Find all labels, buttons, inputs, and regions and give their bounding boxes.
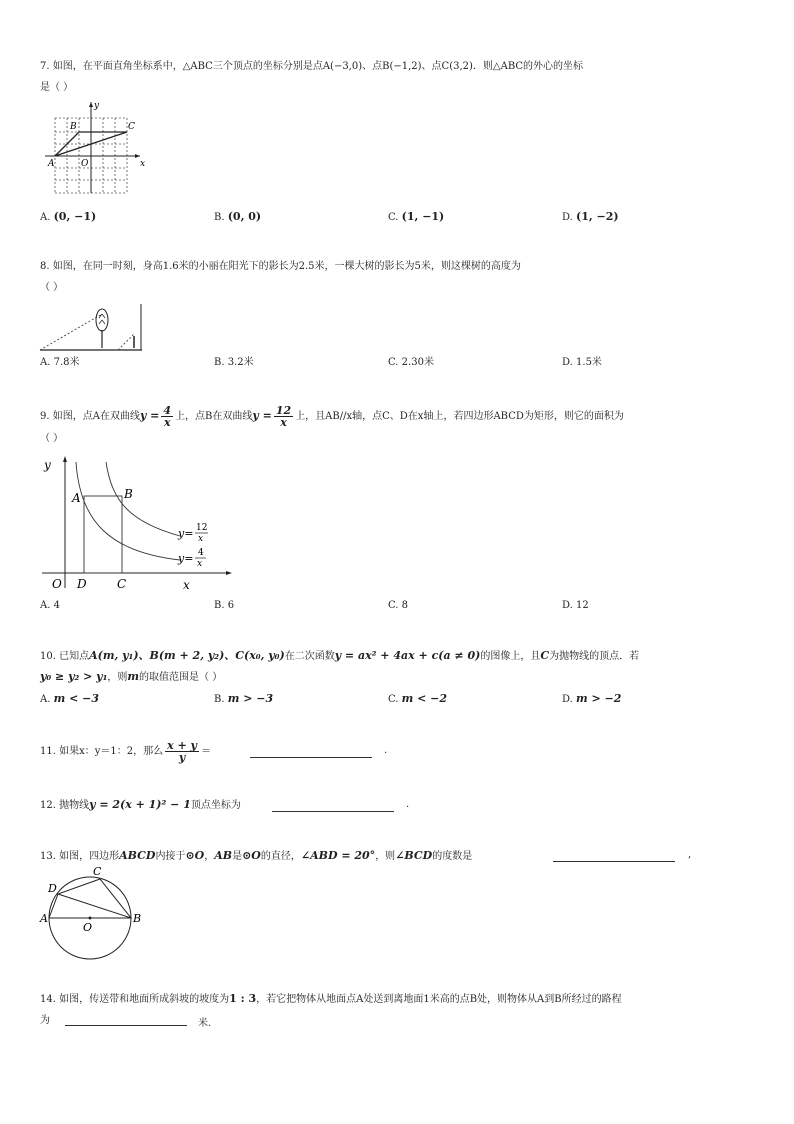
q8-figure [38, 300, 146, 354]
q9-figure [40, 452, 240, 592]
q9-fig-A: A [72, 491, 81, 505]
q10-option-d[interactable]: D. m > −2 [562, 692, 622, 705]
q13-comma: , [688, 849, 692, 860]
q10-option-c[interactable]: C. m < −2 [388, 692, 448, 705]
q13-figure [36, 864, 146, 960]
q9-fig-B: B [124, 487, 133, 501]
q9-fig-D: D [77, 577, 87, 591]
q9-fig-curve2-den: x [197, 559, 203, 569]
q7-fig-B: B [70, 122, 77, 132]
q9-fig-curve1-den: x [198, 534, 204, 544]
q9-fig-x: x [183, 578, 190, 592]
q8-option-a[interactable]: A. 7.8米 [40, 357, 80, 368]
q13-line: 13. 如图，四边形ABCD内接于⊙O，AB是⊙O的直径，∠ABD = 20°，则∠BCD的度数是 [40, 849, 473, 862]
q13-fig-D: D [48, 882, 57, 895]
q14-answer-blank[interactable] [65, 1025, 187, 1026]
q8-option-c[interactable]: C. 2.30米 [388, 357, 434, 368]
q7-option-a[interactable]: A. (0, −1) [40, 210, 97, 223]
q9-fig-O: O [52, 577, 62, 591]
q7-line1: 7. 如图，在平面直角坐标系中，△ABC三个顶点的坐标分别是点A(−3,0)、点B(−1,2)、点C(3,2)．则△ABC的外心的坐标 [40, 61, 584, 72]
q8-line1: 8. 如图，在同一时刻，身高1.6米的小丽在阳光下的影长为2.5米，一棵大树的影长为5米，则这棵树的高度为 [40, 261, 521, 272]
q12-period: . [406, 799, 410, 810]
q10-line1: 10. 已知点A(m, y₁)、B(m + 2, y₂)、C(x₀, y₀)在二次函数y = ax² + 4ax + c(a ≠ 0)的图像上，且C为抛物线的顶点．若 [40, 649, 640, 662]
q13-fig-A: A [40, 912, 48, 925]
q7-fig-A: A [48, 159, 55, 169]
q7-line2: 是（ ） [40, 82, 74, 93]
q10-option-a[interactable]: A. m < −3 [40, 692, 99, 705]
q12-line: 12. 抛物线y = 2(x + 1)² − 1顶点坐标为 [40, 798, 241, 811]
q7-option-c[interactable]: C. (1, −1) [388, 210, 445, 223]
q9-line2: （ ） [40, 433, 64, 444]
q9-option-d[interactable]: D. 12 [562, 600, 589, 611]
q14-unit: 米. [198, 1018, 212, 1029]
q13-answer-blank[interactable] [553, 861, 675, 862]
q14-line2-pre: 为 [40, 1015, 50, 1026]
q7-fig-C: C [128, 122, 135, 132]
q9-line1: 9. 如图，点A在双曲线y = $\frac{4}{x}$ 上，点B在双曲线y = $\frac{12}{x}$ 上，且AB//x轴，点C、D在x轴上，若四边形ABCD为矩形，则它的面积为 [40, 404, 624, 429]
q9-fig-curve1: y= [178, 527, 194, 540]
q11-period: . [384, 745, 388, 756]
q12-answer-blank[interactable] [272, 811, 394, 812]
q10-line2: y₀ ≥ y₂ > y₁，则m的取值范围是（ ） [40, 670, 223, 683]
q9-fig-curve2: y= [178, 552, 194, 565]
q7-option-d[interactable]: D. (1, −2) [562, 210, 619, 223]
q8-option-d[interactable]: D. 1.5米 [562, 357, 602, 368]
q11-answer-blank[interactable] [250, 757, 372, 758]
q7-fig-y: y [94, 101, 100, 111]
q9-option-c[interactable]: C. 8 [388, 600, 409, 611]
q9-fig-curve1-num: 12 [196, 523, 208, 533]
q9-option-b[interactable]: B. 6 [214, 600, 235, 611]
q9-fig-y: y [44, 458, 51, 472]
q13-fig-B: B [133, 912, 142, 925]
q14-line1: 14. 如图，传送带和地面所成斜坡的坡度为1 : 3，若它把物体从地面点A处送到离地面1米高的点B处，则物体从A到B所经过的路程 [40, 992, 622, 1005]
q8-option-b[interactable]: B. 3.2米 [214, 357, 254, 368]
q7-fig-x: x [140, 159, 146, 169]
q8-line2: （ ） [40, 282, 64, 293]
q7-fig-O: O [81, 159, 89, 169]
q7-option-b[interactable]: B. (0, 0) [214, 210, 262, 223]
q13-fig-O: O [83, 921, 93, 934]
q9-fig-C: C [117, 577, 127, 591]
q7-figure [40, 98, 152, 194]
q9-option-a[interactable]: A. 4 [40, 600, 60, 611]
q9-fig-curve2-num: 4 [198, 548, 204, 558]
q11-line: 11. 如果x：y＝1：2，那么 $\frac{x + y}{y}$ ＝ [40, 739, 211, 764]
q10-option-b[interactable]: B. m > −3 [214, 692, 274, 705]
q13-fig-C: C [93, 865, 102, 878]
